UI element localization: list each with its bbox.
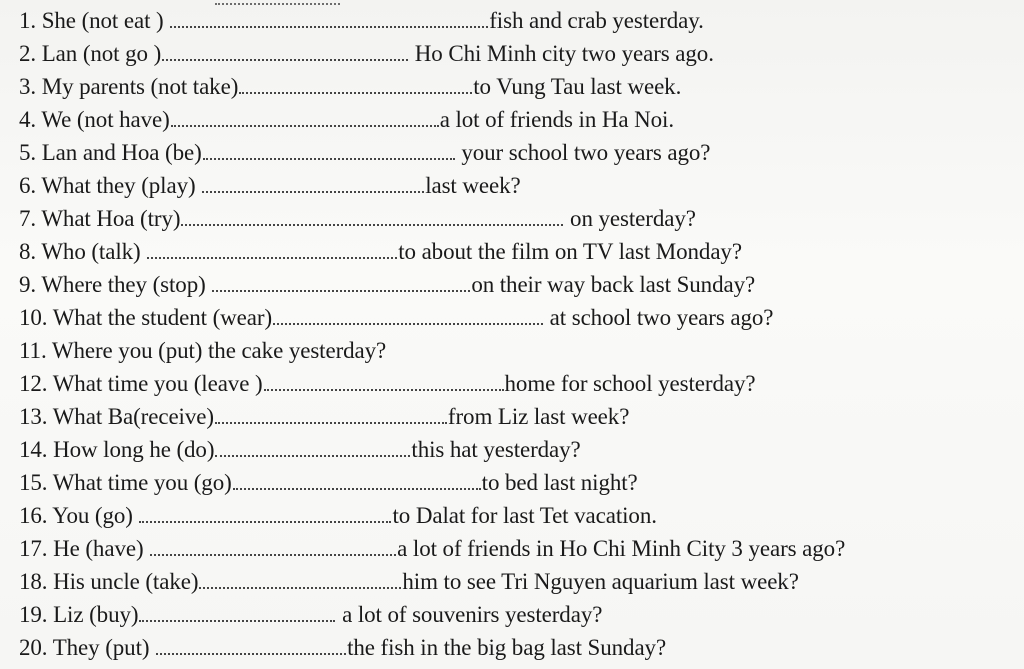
exercise-ending: at school two years ago? <box>544 305 774 330</box>
exercise-prompt: Where they (stop) <box>41 272 212 297</box>
answer-blank[interactable] <box>199 567 401 589</box>
exercise-item <box>19 367 845 400</box>
exercise-item <box>19 169 845 202</box>
answer-blank[interactable] <box>215 402 447 424</box>
exercise-ending: a lot of friends in Ho Chi Minh City 3 years ago? <box>397 536 846 561</box>
answer-blank[interactable] <box>139 501 391 523</box>
exercise-prompt: How long he (do) <box>53 437 215 462</box>
answer-blank[interactable] <box>171 105 439 127</box>
exercise-ending: a lot of souvenirs yesterday? <box>336 602 603 627</box>
answer-blank[interactable] <box>150 534 396 556</box>
exercise-prompt: They (put) <box>52 635 156 660</box>
exercise-number: 16. <box>19 503 48 528</box>
answer-blank[interactable] <box>212 270 470 292</box>
answer-blank[interactable] <box>170 6 488 28</box>
exercise-item <box>19 565 845 598</box>
exercise-number: 14. <box>19 437 48 462</box>
exercise-ending: Ho Chi Minh city two years ago. <box>409 41 714 66</box>
exercise-prompt: What they (play) <box>41 173 202 198</box>
exercise-item <box>19 532 845 565</box>
exercise-number: 12. <box>19 371 48 396</box>
exercise-ending: the fish in the big bag last Sunday? <box>347 635 667 660</box>
exercise-number: 1. <box>19 8 37 33</box>
exercise-item <box>19 631 845 664</box>
exercise-ending: to bed last night? <box>481 470 638 495</box>
exercise-number: 6. <box>19 173 37 198</box>
exercise-number: 4. <box>19 107 37 132</box>
answer-blank[interactable] <box>162 39 408 61</box>
exercise-prompt: What the student (wear) <box>52 305 273 330</box>
exercise-item <box>19 598 845 631</box>
exercise-list <box>19 4 845 664</box>
answer-blank[interactable] <box>273 303 543 325</box>
exercise-item <box>19 4 845 37</box>
exercise-prompt: You (go) <box>52 503 139 528</box>
exercise-ending: a lot of friends in Ha Noi. <box>439 107 674 132</box>
exercise-number: 11. <box>19 338 47 363</box>
exercise-ending: last week? <box>425 173 521 198</box>
exercise-prompt: Liz (buy) <box>53 602 139 627</box>
exercise-item <box>19 433 845 466</box>
exercise-item <box>19 235 845 268</box>
exercise-prompt: What Ba(receive) <box>52 404 214 429</box>
answer-blank[interactable] <box>264 369 504 391</box>
answer-blank[interactable] <box>215 435 410 457</box>
exercise-item <box>19 37 845 70</box>
exercise-number: 3. <box>19 74 37 99</box>
exercise-prompt: What Hoa (try) <box>41 206 181 231</box>
exercise-item <box>19 70 845 103</box>
exercise-ending: to Vung Tau last week. <box>473 74 682 99</box>
exercise-number: 15. <box>19 470 48 495</box>
exercise-prompt: Lan and Hoa (be) <box>41 140 202 165</box>
exercise-item <box>19 202 845 235</box>
answer-blank[interactable] <box>202 171 424 193</box>
answer-blank[interactable] <box>203 138 455 160</box>
exercise-item <box>19 334 845 367</box>
exercise-number: 19. <box>19 602 48 627</box>
exercise-prompt: His uncle (take) <box>53 569 199 594</box>
exercise-number: 9. <box>19 272 37 297</box>
answer-blank[interactable] <box>239 72 472 94</box>
exercise-prompt: Who (talk) <box>41 239 147 264</box>
answer-blank[interactable] <box>139 600 335 622</box>
exercise-number: 18. <box>19 569 48 594</box>
answer-blank[interactable] <box>147 237 397 259</box>
exercise-prompt: What time you (go) <box>52 470 232 495</box>
answer-blank[interactable] <box>181 204 563 226</box>
exercise-ending: home for school yesterday? <box>504 371 756 396</box>
exercise-number: 8. <box>19 239 37 264</box>
exercise-ending: fish and crab yesterday. <box>489 8 704 33</box>
exercise-number: 20. <box>19 635 48 660</box>
exercise-number: 13. <box>19 404 48 429</box>
exercise-item <box>19 466 845 499</box>
exercise-item <box>19 136 845 169</box>
exercise-item <box>19 268 845 301</box>
exercise-ending: this hat yesterday? <box>411 437 581 462</box>
exercise-number: 17. <box>19 536 48 561</box>
exercise-item <box>19 499 845 532</box>
exercise-prompt: We (not have) <box>41 107 170 132</box>
exercise-ending: to Dalat for last Tet vacation. <box>392 503 657 528</box>
exercise-ending: on their way back last Sunday? <box>471 272 756 297</box>
exercise-ending: him to see Tri Nguyen aquarium last week? <box>402 569 799 594</box>
exercise-number: 2. <box>19 41 37 66</box>
exercise-prompt: My parents (not take) <box>41 74 239 99</box>
exercise-ending: on yesterday? <box>564 206 696 231</box>
exercise-ending: to about the film on TV last Monday? <box>398 239 742 264</box>
exercise-prompt: He (have) <box>53 536 150 561</box>
answer-blank[interactable] <box>233 468 481 490</box>
exercise-number: 5. <box>19 140 37 165</box>
answer-blank[interactable] <box>156 633 346 655</box>
exercise-prompt: Where you (put) the cake yesterday? <box>51 338 387 363</box>
exercise-number: 7. <box>19 206 37 231</box>
exercise-prompt: What time you (leave ) <box>52 371 263 396</box>
exercise-prompt: Lan (not go ) <box>41 41 162 66</box>
exercise-ending: from Liz last week? <box>447 404 630 429</box>
exercise-item <box>19 400 845 433</box>
exercise-ending: your school two years ago? <box>455 140 711 165</box>
exercise-item <box>19 301 845 334</box>
exercise-item <box>19 103 845 136</box>
exercise-number: 10. <box>19 305 48 330</box>
exercise-prompt: She (not eat ) <box>41 8 170 33</box>
